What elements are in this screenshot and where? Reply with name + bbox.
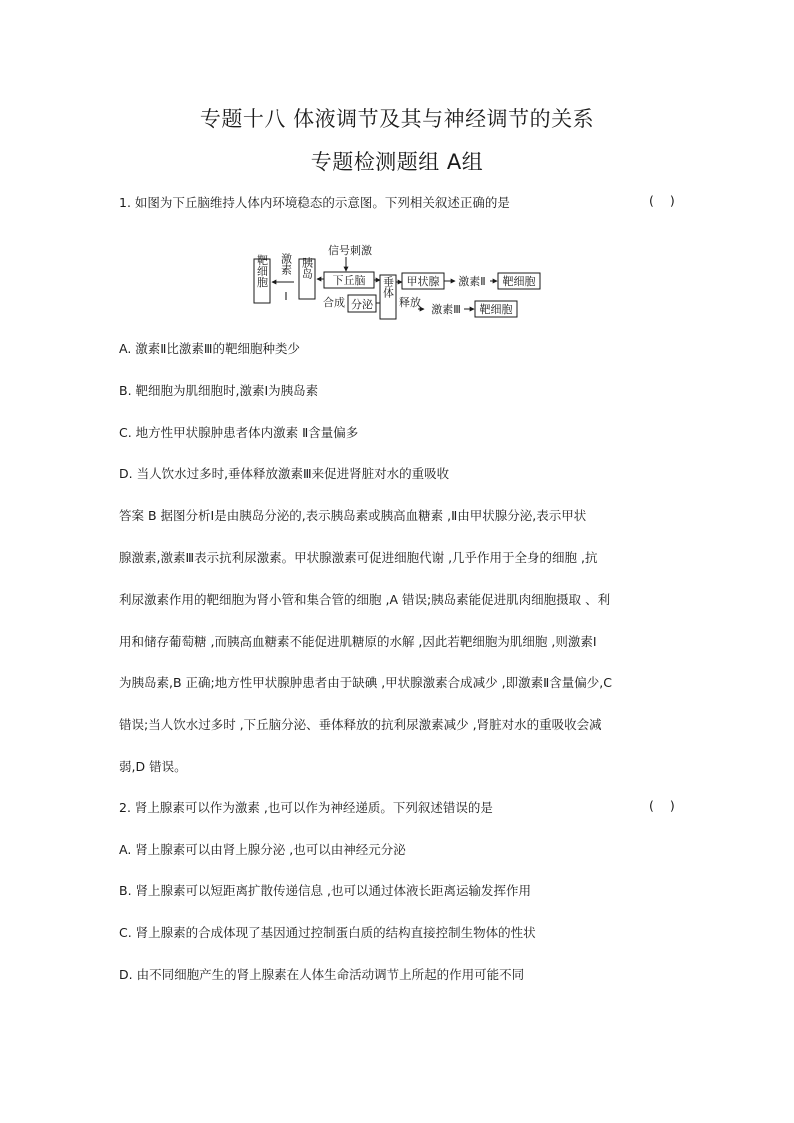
page-title: 专题十八 体液调节及其与神经调节的关系 (199, 107, 595, 131)
hypothalamus-diagram (250, 242, 545, 322)
question-2-option-d: D. 由不同细胞产生的肾上腺素在人体生命活动调节上所起的作用可能不同 (119, 967, 525, 982)
question-1-stem: 1. 如图为下丘脑维持人体内环境稳态的示意图。下列相关叙述正确的是 (119, 195, 510, 210)
synthesize-label: 合成 (323, 296, 345, 309)
answer-line-4: 用和储存葡萄糖 ,而胰高血糖素不能促进肌糖原的水解 ,因此若靶细胞为肌细胞 ,则激素Ⅰ (119, 634, 597, 649)
answer-line-1: 答案 B 据图分析Ⅰ是由胰岛分泌的,表示胰岛素或胰高血糖素 ,Ⅱ由甲状腺分泌,表示甲状 (119, 508, 587, 523)
answer-line-2: 腺激素,激素Ⅲ表示抗利尿激素。甲状腺激素可促进细胞代谢 ,几乎作用于全身的细胞 ,抗 (119, 550, 598, 565)
question-1-answer-paren: ( ) (649, 193, 681, 208)
target-cell-label-left: 靶细胞 (255, 254, 269, 288)
signal-stimulus-label: 信号刺激 (328, 244, 372, 257)
question-2-option-c: C. 肾上腺素的合成体现了基因通过控制蛋白质的结构直接控制生物体的性状 (119, 925, 536, 940)
release-label: 释放 (399, 296, 421, 309)
question-1-option-c: C. 地方性甲状腺肿患者体内激素 Ⅱ含量偏多 (119, 425, 359, 440)
question-2-option-a: A. 肾上腺素可以由肾上腺分泌 ,也可以由神经元分泌 (119, 842, 406, 857)
hormone-1-label: 激素 (279, 253, 293, 275)
question-2-answer-paren: ( ) (649, 798, 681, 813)
page-subtitle: 专题检测题组 A组 (310, 150, 484, 174)
target-cell-label-right-2: 靶细胞 (479, 303, 513, 316)
thyroid-label: 甲状腺 (406, 275, 440, 288)
answer-line-7: 弱,D 错误。 (119, 759, 187, 774)
hypothalamus-label: 下丘脑 (332, 274, 366, 287)
question-1-option-a: A. 激素Ⅱ比激素Ⅲ的靶细胞种类少 (119, 341, 301, 356)
question-2-option-b: B. 肾上腺素可以短距离扩散传递信息 ,也可以通过体液长距离运输发挥作用 (119, 883, 531, 898)
pituitary-label: 垂体 (381, 276, 395, 298)
secrete-label: 分泌 (351, 298, 373, 311)
question-1-option-d: D. 当人饮水过多时,垂体释放激素Ⅲ来促进肾脏对水的重吸收 (119, 466, 450, 481)
hormone-1-roman: Ⅰ (284, 290, 288, 303)
hormone-3-label: 激素Ⅲ (431, 303, 461, 316)
hormone-2-label: 激素Ⅱ (458, 275, 486, 288)
answer-line-5: 为胰岛素,B 正确;地方性甲状腺肿患者由于缺碘 ,甲状腺激素合成减少 ,即激素Ⅱ含量偏少,C (119, 675, 612, 690)
answer-line-6: 错误;当人饮水过多时 ,下丘脑分泌、垂体释放的抗利尿激素减少 ,肾脏对水的重吸收会减 (119, 717, 602, 732)
question-2-stem: 2. 肾上腺素可以作为激素 ,也可以作为神经递质。下列叙述错误的是 (119, 800, 493, 815)
pancreas-label: 胰岛 (300, 257, 314, 279)
answer-line-3: 利尿激素作用的靶细胞为肾小管和集合管的细胞 ,A 错误;胰岛素能促进肌肉细胞摄取 、利 (119, 592, 611, 607)
question-1-option-b: B. 靶细胞为肌细胞时,激素Ⅰ为胰岛素 (119, 383, 319, 398)
target-cell-label-right-1: 靶细胞 (502, 275, 536, 288)
